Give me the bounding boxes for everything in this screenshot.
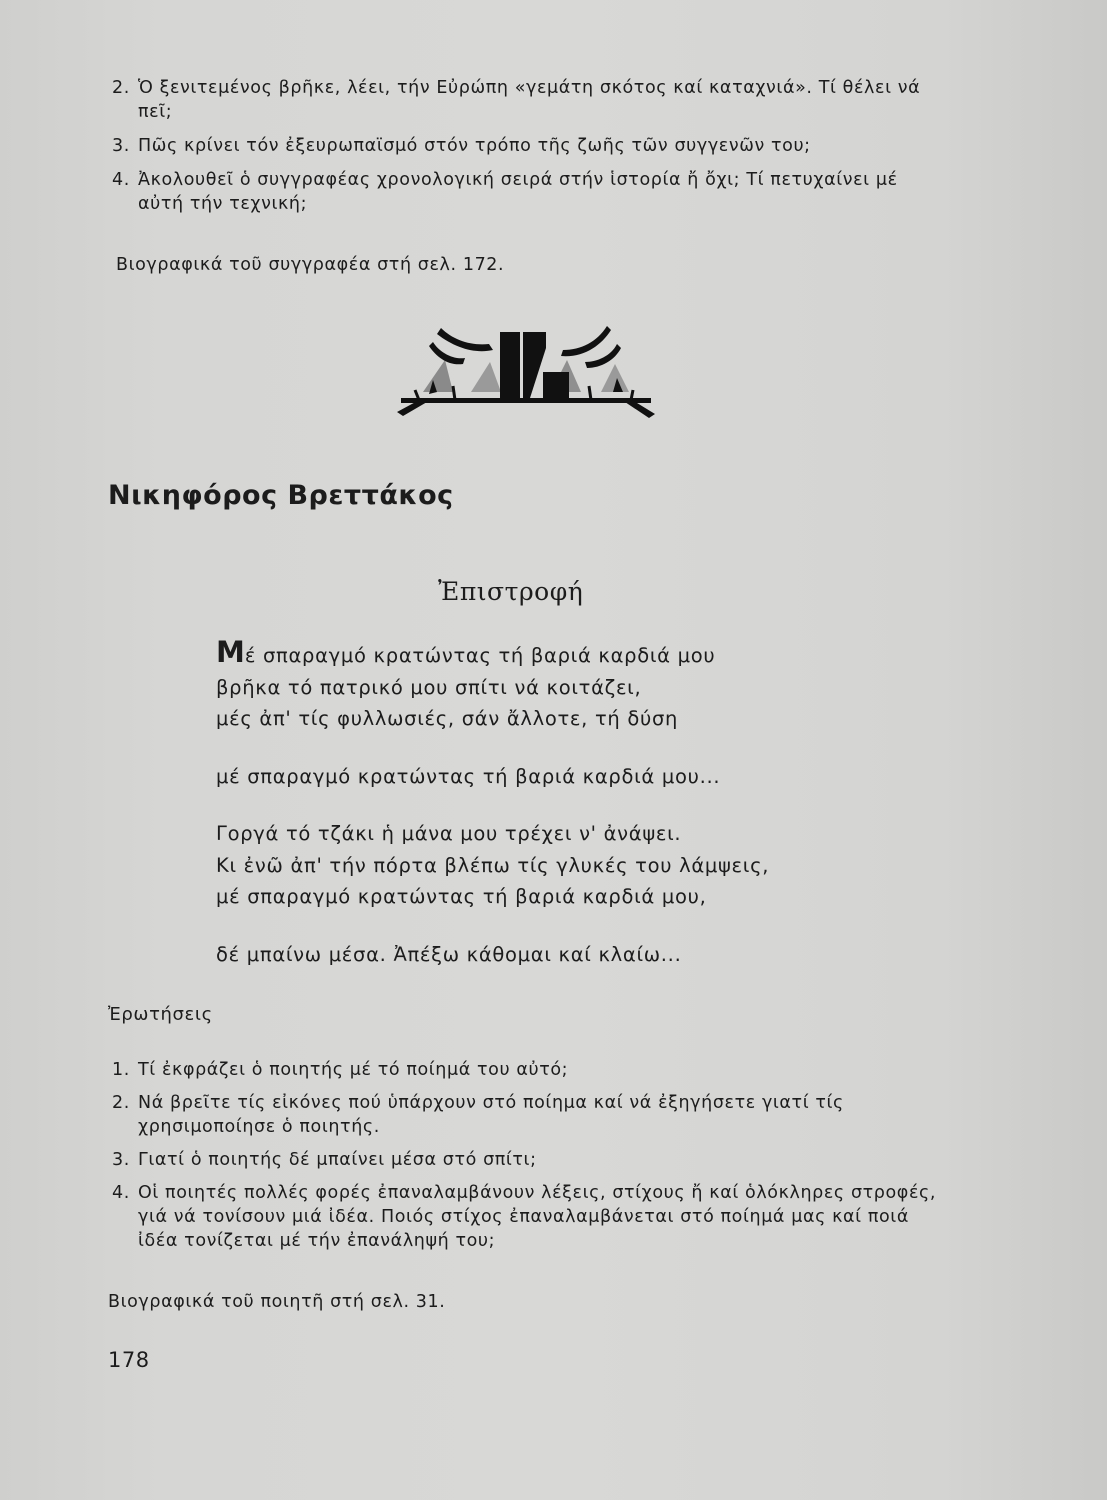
poem-stanza xyxy=(216,939,916,971)
question-item: 3. Γιατί ὁ ποιητής δέ μπαίνει μέσα στό σπίτι; xyxy=(112,1150,537,1170)
author-name: Νικηφόρος Βρεττάκος xyxy=(108,480,454,511)
questions-heading: Ἐρωτήσεις xyxy=(108,1004,213,1025)
poem-title: Ἐπιστροφή xyxy=(438,577,584,606)
page-number: 178 xyxy=(108,1348,150,1372)
poem-line: βρῆκα τό πατρικό μου σπίτι νά κοιτάζει, xyxy=(216,675,642,699)
question-item: 2. Ὁ ξενιτεμένος βρῆκε, λέει, τήν Εὐρώπη «γεμάτη σκότος καί καταχνιά». Τί θέλει νά πεῖ; xyxy=(112,78,921,122)
poem-line: μές ἀπ' τίς φυλλωσιές, σάν ἄλλοτε, τή δύση xyxy=(216,707,679,730)
poem-line: μέ σπαραγμό κρατώντας τή βαριά καρδιά μου, xyxy=(216,885,707,908)
question-item: 4. Ἀκολουθεῖ ὁ συγγραφέας χρονολογική σειρά στήν ἱστορία ἤ ὄχι; Τί πετυχαίνει μέ αὐτή τήν τεχνική; xyxy=(112,170,898,214)
poem-text xyxy=(216,635,916,996)
poet-bio-reference: Βιογραφικά τοῦ ποιητῆ στή σελ. 31. xyxy=(108,1292,446,1312)
poem-line: μέ σπαραγμό κρατώντας τή βαριά καρδιά μου... xyxy=(216,764,721,788)
decorative-ornament-icon xyxy=(393,320,658,420)
question-item: 1. Τί ἐκφράζει ὁ ποιητής μέ τό ποίημά του αὐτό; xyxy=(112,1060,569,1080)
poem-line: Γοργά τό τζάκι ἡ μάνα μου τρέχει ν' ἀνάψει. xyxy=(216,822,682,845)
questions-list xyxy=(112,1058,942,1262)
poem-line: δέ μπαίνω μέσα. Ἀπέξω κάθομαι καί κλαίω... xyxy=(216,942,682,966)
question-item: 2. Νά βρεῖτε τίς εἰκόνες πού ὑπάρχουν στό ποίημα καί νά ἐξηγήσετε γιατί τίς χρησιμοποίησε ὁ ποιητής. xyxy=(112,1093,844,1137)
poem-stanza xyxy=(216,818,916,913)
author-bio-reference: Βιογραφικά τοῦ συγγραφέα στή σελ. 172. xyxy=(116,255,505,275)
poem-line: Μέ σπαραγμό κρατώντας τή βαριά καρδιά μου xyxy=(216,635,716,669)
poem-stanza xyxy=(216,761,916,793)
poem-stanza xyxy=(216,635,916,735)
poem-line: Κι ἐνῶ ἀπ' τήν πόρτα βλέπω τίς γλυκές του λάμψεις, xyxy=(216,853,770,877)
question-item: 4. Οἱ ποιητές πολλές φορές ἐπαναλαμβάνουν λέξεις, στίχους ἤ καί ὁλόκληρες στροφές, γιά νά τονίσουν μιά ἰδέα. Ποιός στίχος ἐπαναλαμβάνεται στό ποίημά μας καί ποιά ἰδέα τονίζεται μέ τήν ἐπανάληψή του; xyxy=(112,1183,937,1251)
drop-initial: Μ xyxy=(216,635,245,669)
previous-questions-list xyxy=(112,76,942,226)
question-item: 3. Πῶς κρίνει τόν ἐξευρωπαϊσμό στόν τρόπο τῆς ζωῆς τῶν συγγενῶν του; xyxy=(112,136,811,156)
